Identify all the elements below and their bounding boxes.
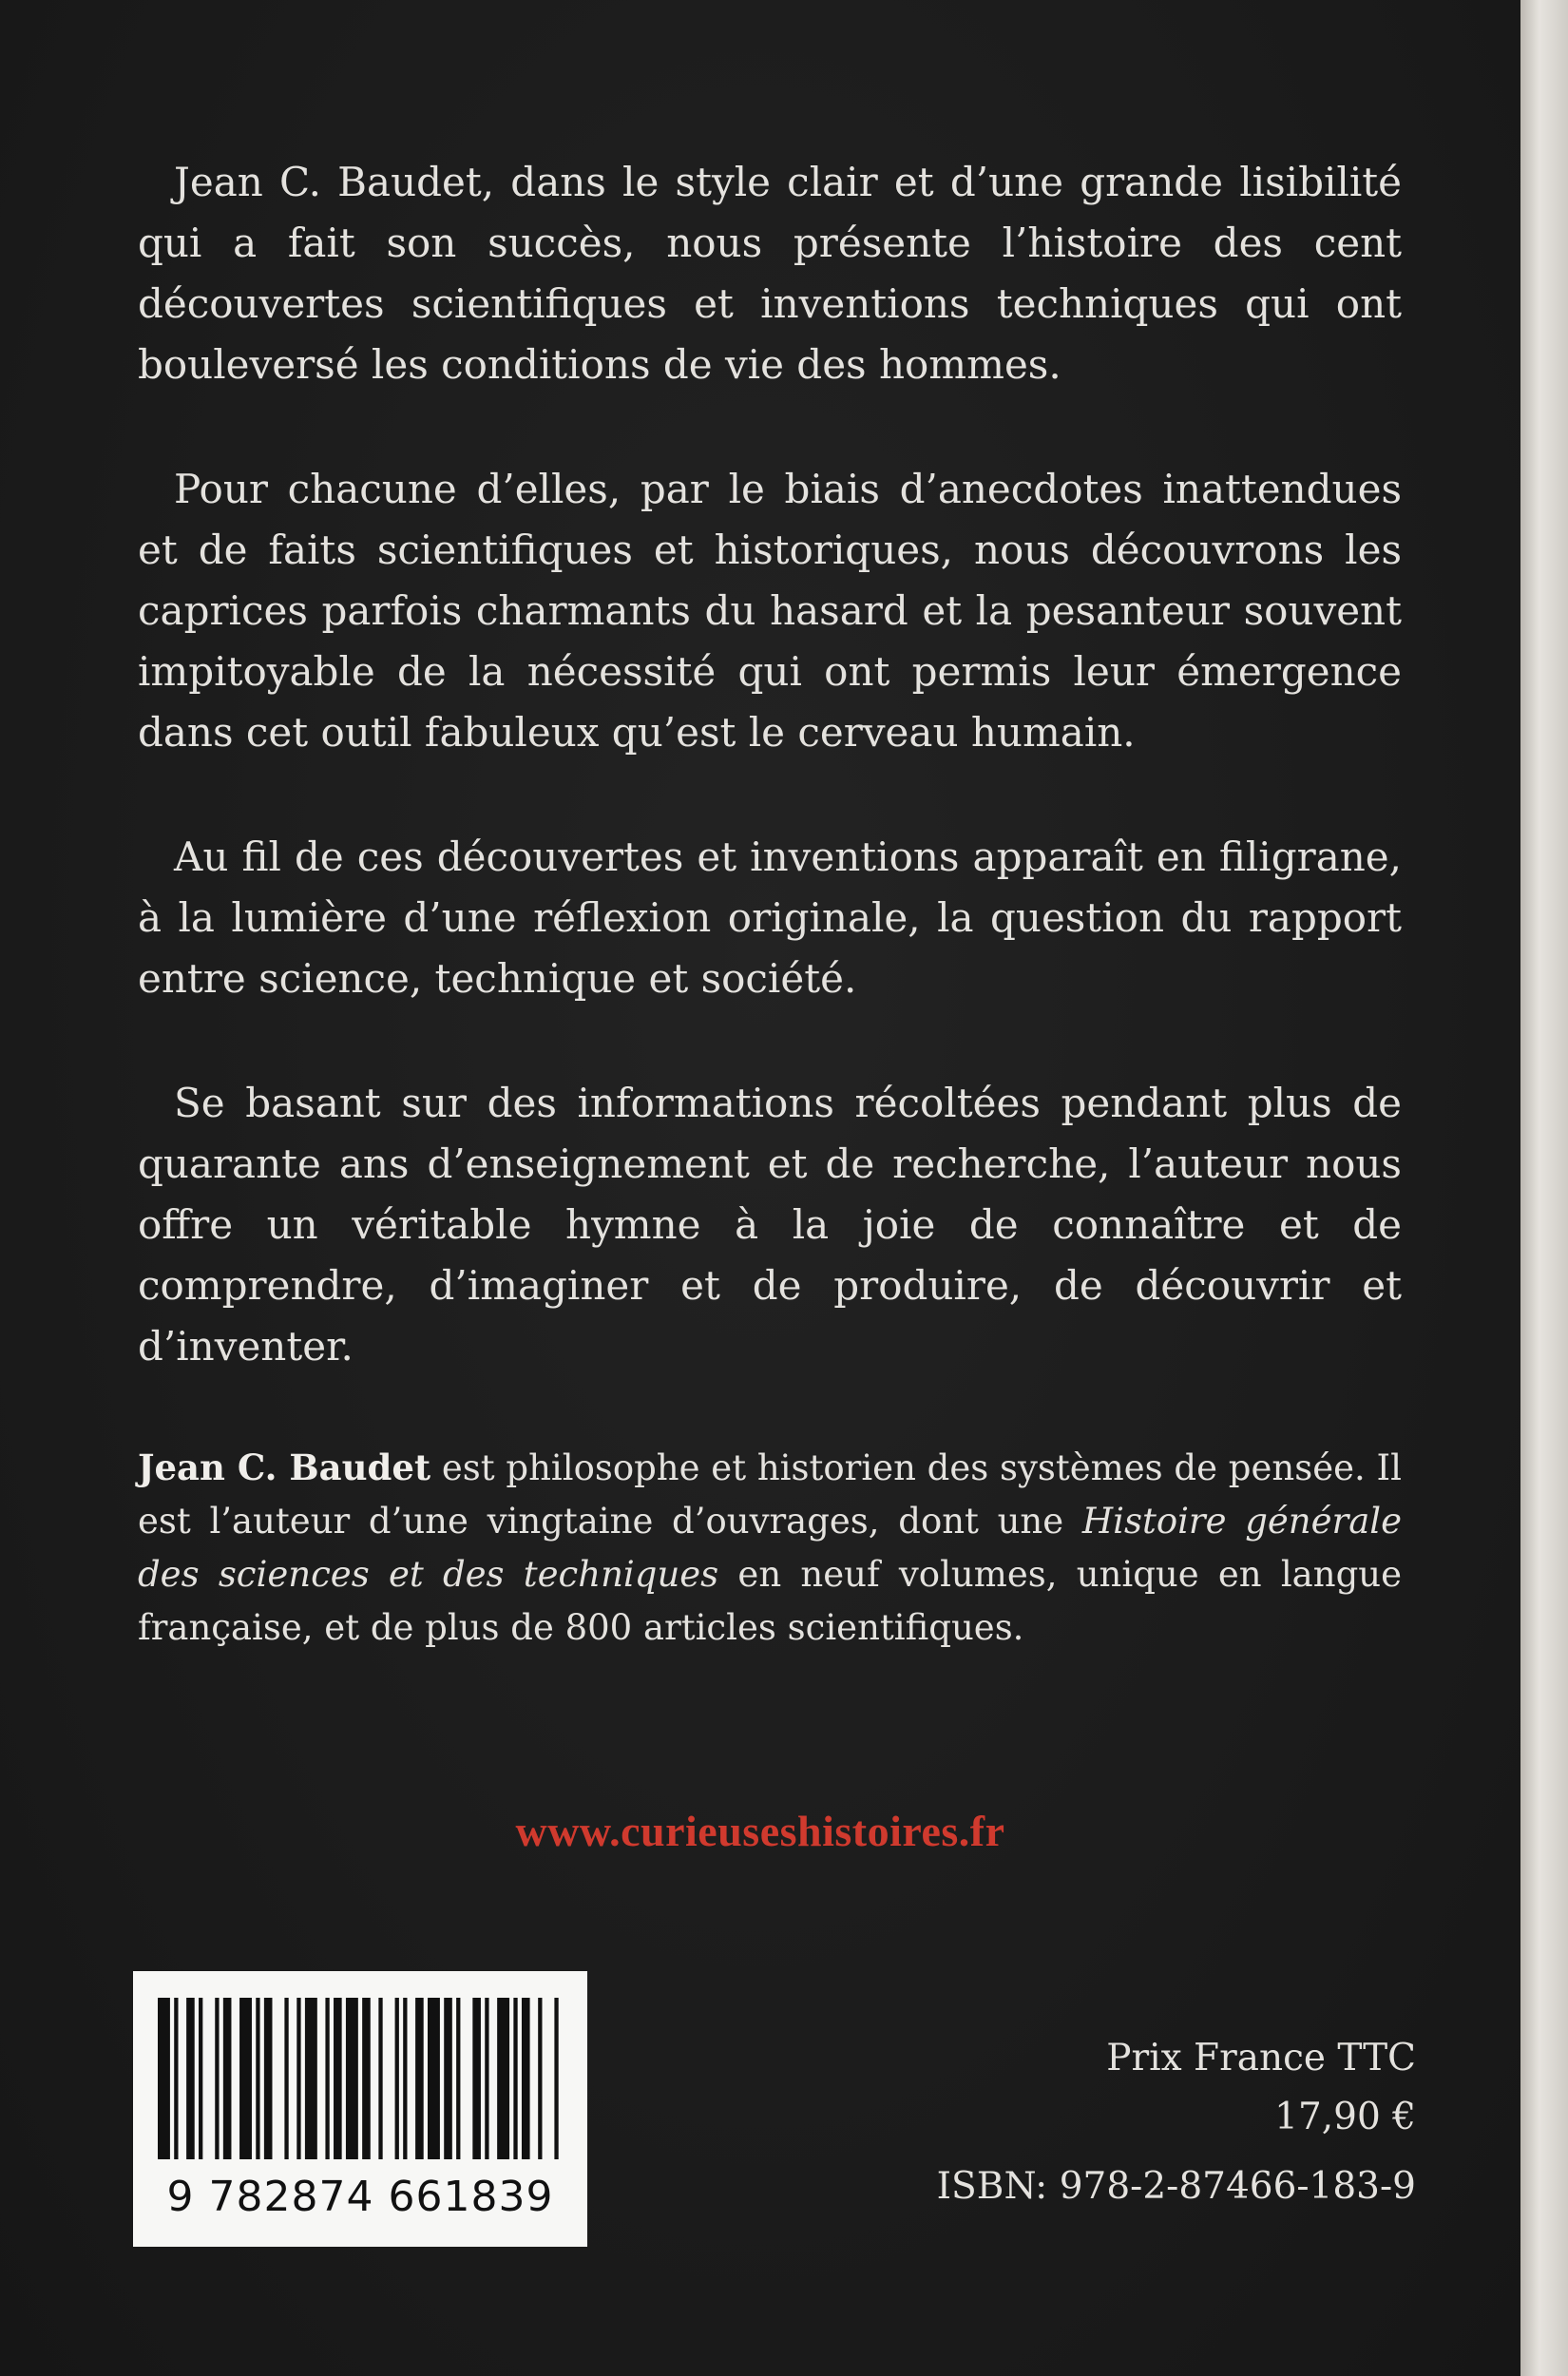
barcode-bar xyxy=(174,1998,178,2159)
barcode-digits: 9 782874 661839 xyxy=(166,2173,554,2221)
barcode-bar xyxy=(378,1998,382,2159)
blurb xyxy=(138,152,1402,1441)
page-edge xyxy=(1520,0,1568,2376)
barcode-bar xyxy=(215,1998,219,2159)
barcode-bar xyxy=(325,1998,329,2159)
barcode-bar xyxy=(485,1998,488,2159)
barcode xyxy=(133,1971,587,2247)
bio-text-2: en neuf volumes, unique en langue française, et de plus de 800 articles scientifiques. xyxy=(138,1554,1402,1648)
barcode-bar xyxy=(158,1998,170,2159)
bio-text-1: est philosophe et historien des systèmes de pensée. Il est l’auteur d’une vingtaine d’ouvrages, dont une xyxy=(138,1447,1402,1542)
barcode-bar xyxy=(334,1998,342,2159)
barcode-bar xyxy=(497,1998,509,2159)
barcode-bar xyxy=(239,1998,252,2159)
barcode-bar xyxy=(186,1998,195,2159)
barcode-bar xyxy=(296,1998,300,2159)
author-bio xyxy=(138,1441,1402,1655)
barcode-bar xyxy=(472,1998,481,2159)
barcode-bar xyxy=(554,1998,558,2159)
barcode-bar xyxy=(428,1998,440,2159)
barcode-bar xyxy=(395,1998,399,2159)
barcode-bar xyxy=(456,1998,460,2159)
barcode-bar xyxy=(256,1998,259,2159)
barcode-bars xyxy=(158,1998,563,2159)
website-link[interactable]: www.curieuseshistoires.fr xyxy=(515,1807,1005,1855)
author-name: Jean C. Baudet xyxy=(138,1447,431,1488)
blurb-paragraph-3: Au fil de ces découvertes et inventions apparaît en filigrane, à la lumière d’une réflexion originale, la question du rapport entre science, technique et société. xyxy=(138,834,1402,1002)
barcode-bar xyxy=(415,1998,424,2159)
price-value: 17,90 € xyxy=(1274,2096,1416,2138)
blurb-paragraph-1: Jean C. Baudet, dans le style clair et d’une grande lisibilité qui a fait son succès, nous présente l’histoire des cent découvertes scientifiques et inventions techniques qui ont bouleversé les conditions de vie des hommes. xyxy=(138,159,1402,388)
barcode-bar xyxy=(305,1998,317,2159)
book-title: Histoire générale des sciences et des techniques xyxy=(138,1501,1402,1595)
isbn: ISBN: 978-2-87466-183-9 xyxy=(936,2165,1416,2208)
barcode-bar xyxy=(199,1998,202,2159)
blurb-paragraph-2: Pour chacune d’elles, par le biais d’anecdotes inattendues et de faits scientifiques et historiques, nous découvrons les caprices parfois charmants du hasard et la pesanteur souvent impitoyable de la nécessité qui ont permis leur émergence dans cet outil fabuleux qu’est le cerveau humain. xyxy=(138,466,1402,756)
barcode-bar xyxy=(346,1998,358,2159)
barcode-bar xyxy=(513,1998,517,2159)
barcode-bar xyxy=(264,1998,273,2159)
barcode-bar xyxy=(538,1998,542,2159)
barcode-bar xyxy=(284,1998,288,2159)
barcode-bar xyxy=(444,1998,452,2159)
barcode-bar xyxy=(522,1998,530,2159)
blurb-paragraph-4: Se basant sur des informations récoltées pendant plus de quarante ans d’enseignement et de recherche, l’auteur nous offre un véritable hymne à la joie de connaître et de comprendre, d’imaginer et de produire, de découvrir et d’inventer. xyxy=(138,1080,1402,1370)
price-block xyxy=(846,2029,1416,2147)
barcode-bar xyxy=(403,1998,407,2159)
barcode-bar xyxy=(362,1998,371,2159)
barcode-bar xyxy=(223,1998,232,2159)
price-label: Prix France TTC xyxy=(1106,2037,1416,2079)
